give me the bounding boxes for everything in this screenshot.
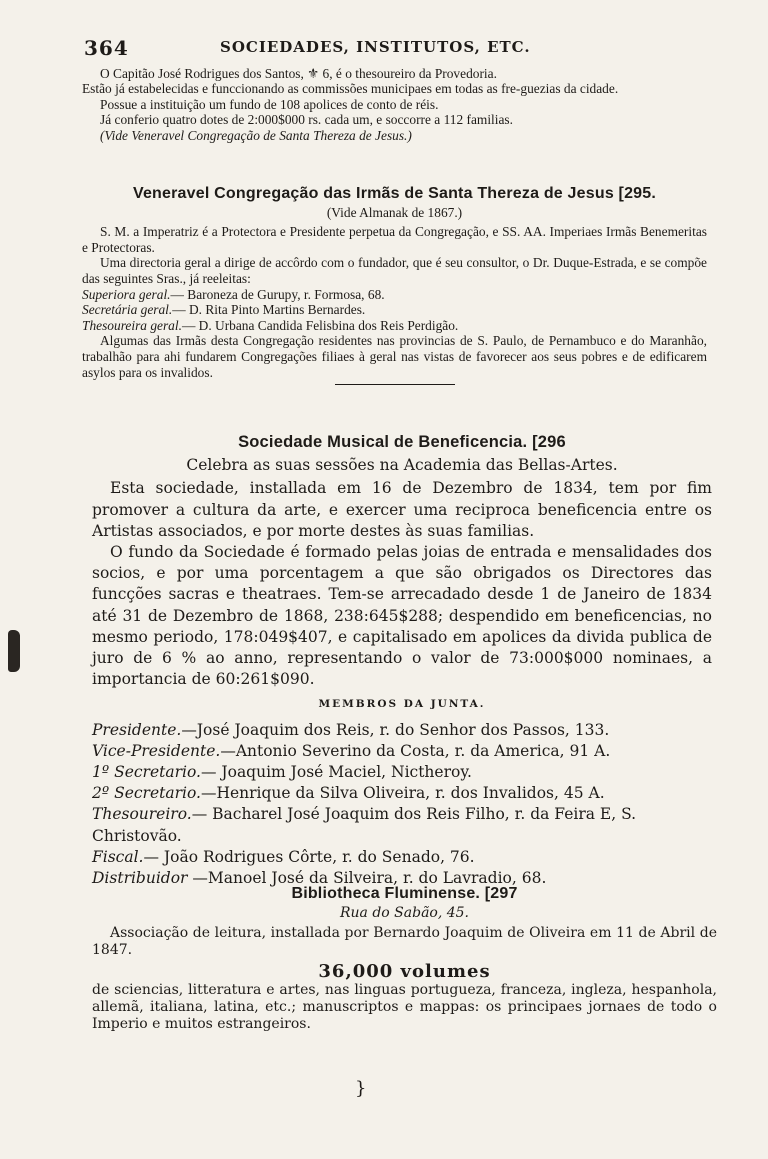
paragraph: de sciencias, litteratura e artes, nas linguas portugueza, franceza, ingleza, hespanhola, allemã, italiana, latina, etc.; manuscriptos e mappas: os principaes jornaes de todo o Imperio e muitos estrangeiros. <box>92 982 717 1032</box>
member-role: Fiscal. <box>92 847 144 866</box>
paragraph: Esta sociedade, installada em 16 de Dezembro de 1834, tem por fim promover a cultura da arte, e exercer uma reciproca beneficencia entre os Artistas associados, e por morte destes às suas familias. <box>92 479 712 540</box>
section-sociedade-musical <box>92 432 712 889</box>
member-row <box>92 804 712 846</box>
officer-row <box>82 318 707 334</box>
paragraph: Já conferio quatro dotes de 2:000$000 rs. cada um, e soccorre a 112 familias. <box>100 112 513 128</box>
member-name: —Antonio Severino da Costa, r. da America, 91 A. <box>220 741 611 760</box>
paragraph: Associação de leitura, installada por Bernardo Joaquim de Oliveira em 11 de Abril de 1847. <box>92 925 717 958</box>
member-name: — João Rodrigues Côrte, r. do Senado, 76. <box>143 847 475 866</box>
member-name: — Joaquim José Maciel, Nictheroy. <box>200 763 472 782</box>
member-row <box>92 720 712 741</box>
section-address: Rua do Sabão, 45. <box>339 905 470 921</box>
officer-role: Secretária geral. <box>82 302 173 318</box>
member-row <box>92 847 712 868</box>
divider <box>335 384 455 385</box>
section-title: Bibliotheca Fluminense. [297 <box>291 885 518 902</box>
paragraph: Possue a instituição um fundo de 108 apolices de conto de réis. <box>100 96 439 112</box>
members-heading: MEMBROS DA JUNTA. <box>318 698 486 711</box>
section-title: Veneravel Congregação das Irmãs de Santa Thereza de Jesus [295. <box>132 185 657 202</box>
section-provedoria <box>82 66 707 143</box>
officer-row <box>82 302 707 318</box>
member-name: —Manoel José da Silveira, r. do Lavradio, 68. <box>187 869 547 888</box>
member-role: Thesoureiro. <box>92 805 192 824</box>
member-name: —José Joaquim dos Reis, r. do Senhor dos Passos, 133. <box>181 720 610 739</box>
member-row <box>92 783 712 804</box>
paragraph: Algumas das Irmãs desta Congregação residentes nas provincias de S. Paulo, de Pernambuco e do Maranhão, trabalhão para ahi fundarem Congregações filiaes à geral nas vistas de favorecer aos seus pobres e de edificarem asylos para os invalidos. <box>82 333 707 380</box>
volumes-heading: 36,000 volumes <box>318 961 491 982</box>
paragraph: O Capitão José Rodrigues dos Santos, ⚜ 6, é o thesoureiro da Provedoria. <box>100 66 497 81</box>
paragraph: O fundo da Sociedade é formado pelas joias de entrada e mensalidades dos socios, e por uma porcentagem a que são obrigados os Directores das funcções sacras e theatraes. Tem-se arrecadado desde 1 de Janeiro de 1834 até 31 de Dezembro de 1868, 238:645$288; despendido em beneficencias, no mesmo periodo, 178:049$407, e capitalisado em apolices da divida publica de juro de 6 % ao anno, representando o valor de 73:000$000 nominaes, a importancia de 60:261$090. <box>92 543 712 689</box>
ink-blot <box>8 630 20 672</box>
officer-role: Thesoureira geral. <box>82 317 182 333</box>
officer-row <box>82 287 707 303</box>
page-mark: } <box>355 1078 367 1099</box>
section-title: Sociedade Musical de Beneficencia. [296 <box>238 433 566 451</box>
page-number: 364 <box>84 36 129 60</box>
running-title: SOCIEDADES, INSTITUTOS, ETC. <box>220 38 531 56</box>
officer-name: — D. Rita Pinto Martins Bernardes. <box>172 302 366 318</box>
member-name: —Henrique da Silva Oliveira, r. dos Invalidos, 45 A. <box>200 784 605 803</box>
section-subtitle: Celebra as suas sessões na Academia das Bellas-Artes. <box>186 456 618 475</box>
section-subtitle: (Vide Almanak de 1867.) <box>326 204 463 220</box>
member-name: — Bacharel José Joaquim dos Reis Filho, r. da Feira E, S. Christovão. <box>92 805 637 845</box>
member-row <box>92 741 712 762</box>
paragraph: (Vide Veneravel Congregação de Santa Thereza de Jesus.) <box>100 127 412 143</box>
member-role: 1º Secretario. <box>92 763 201 782</box>
officer-name: — D. Urbana Candida Felisbina dos Reis Perdigão. <box>181 317 459 333</box>
member-role: Distribuidor <box>92 869 188 888</box>
paragraph: S. M. a Imperatriz é a Protectora e Presidente perpetua da Congregação, e SS. AA. Imperiaes Irmãs Benemeritas e Protectoras. <box>82 224 707 255</box>
section-congregacao <box>82 186 707 389</box>
page-header <box>84 36 714 60</box>
member-role: Presidente. <box>92 720 182 739</box>
paragraph: Estão já estabelecidas e funccionando as commissões municipaes em todas as fre-guezias da cidade. <box>82 81 619 97</box>
paragraph: Uma directoria geral a dirige de accôrdo com o fundador, que é seu consultor, o Dr. Duque-Estrada, e se compõe das seguintes Sras., já reeleitas: <box>82 255 707 286</box>
section-bibliotheca <box>92 885 717 1033</box>
officer-role: Superiora geral. <box>82 286 171 302</box>
member-role: 2º Secretario. <box>92 784 201 803</box>
member-role: Vice-Presidente. <box>92 741 221 760</box>
officer-name: — Baroneza de Gurupy, r. Formosa, 68. <box>170 286 385 302</box>
member-row <box>92 762 712 783</box>
